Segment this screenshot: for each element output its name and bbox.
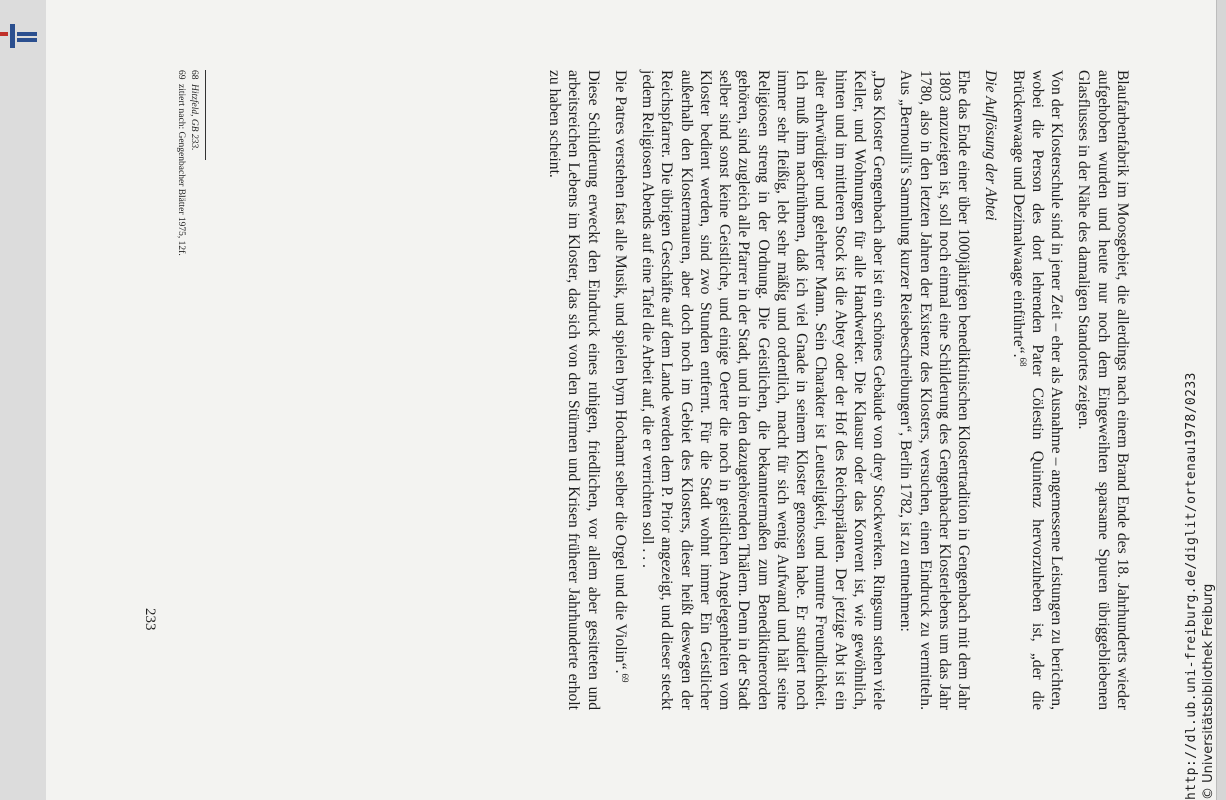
footnote-number: 68	[189, 70, 199, 80]
rotated-page-content	[46, 0, 1216, 800]
quote-paragraph-2-text: Die Patres verstehen fast alle Musik, und spielen bym Hochamt selber die Orgel und die Violin“.	[612, 70, 629, 674]
logo-horizontal-bar-2	[17, 38, 37, 42]
watermark-url[interactable]: http://dl.ub.uni-freiburg.de/diglit/ortenau1978/0233	[1184, 372, 1199, 800]
paragraph-klosterschule-text: Von der Klosterschule sind in jener Zeit – eher als Ausnahme – angemessene Leistungen zu berichten, wobei die Person des dort lehrenden Pater Cölestin Quintenz hervorzuheben ist, „der die Brückenwaage und Dezimalwaage einführte“.	[1009, 70, 1066, 710]
paragraph-blaufarbenfabrik: Blaufarbenfabrik im Moosgebiet, die allerdings nach einem Brand Ende des 18. Jahrhunderts wieder aufgehoben wurden und heute nur noch dem Eingeweihten sparsame Spuren übriggebliebenen Glasflusses in der Nähe des damaligen Standortes zeigen.	[1075, 70, 1131, 710]
page-number: 233	[142, 608, 158, 631]
watermark	[1184, 0, 1224, 800]
footnote-ref-69[interactable]: 69	[620, 673, 630, 683]
footnote-text: zitiert nach: Gengenbacher Blätter 1975, 12f.	[176, 84, 187, 256]
paragraph-closing: Diese Schilderung erweckt den Eindruck eines ruhigen, friedlichen, vor allem aber gesitteten und arbeitsreichen Lebens im Kloster, das sich von den Stürmen und Krisen früherer Jahrhunderte erholt zu haben scheint.	[546, 70, 602, 710]
footnote-text: Hitzfeld, GB 233.	[189, 84, 199, 151]
watermark-copyright: © Universitätsbibliothek Freiburg	[1201, 583, 1216, 800]
viewer-sidebar	[0, 0, 46, 800]
quote-paragraph: „Das Kloster Gengenbach aber ist ein schönes Gebäude von drey Stockwerken. Ringsum stehen viele Keller, und Wohnungen für alle Handwerker. Die Klausur oder das Konvent ist, wie gewöhnlich, hinten und im mittleren Stock ist die Abtey oder der Hof des Reichsprälaten. Der jetzige Abt ist ein alter ehrwürdiger und gelehrter Mann. Sein Charakter ist Leutseligkeit, und muntre Freundlichkeit. Ich muß ihm nachrühmen, daß ich viel Gnade in seinem Kloster genossen habe. Er studiert noch immer sehr fleißig, lebt sehr mäßig und ordentlich, macht für sich wenig Aufwand und hält seine Religiosen streng in der Ordnung. Die Geistlichen, die bekanntermaßen zum Benediktinerorden gehören, sind zugleich alle Pfarrer in der Stadt, und in den dazugehörenden Thälern. Denn in der Stadt selber sind sonst keine Geistliche, und einige Oerter die noch in geistlichen Angelegenheiten vom Kloster bedient werden, sind zwo Stunden entfernt. Für die Stadt wohnt immer Ein Geistlicher außerhalb den Klostermauren, aber doch noch im Gebiet des Klosters, dieser heißt deswegen der Reichspfarrer. Die übrigen Geschäfte auf dem Lande werden dem P. Prior angezeigt, und dieser steckt jedem Religiosen Abends auf eine Tafel die Arbeit auf, die er verrichten soll . . .	[639, 70, 888, 710]
scanned-page	[46, 0, 1217, 800]
logo-horizontal-bar	[17, 32, 37, 36]
paragraph-klosterschule	[1009, 70, 1067, 710]
paragraph-intro: Ehe das Ende einer über 1000jährigen benediktinischen Klostertradition in Gengenbach mit dem Jahr 1803 anzuzeigen ist, soll noch einmal eine Schilderung des Gengenbacher Klosterlebens um das Jahr 1780, also in den letzten Jahren der Existenz des Klosters, versuchen, einen Eindruck zu vermitteln. Aus „Bernoulli's Sammlung kurzer Reisebeschreibungen“, Berlin 1782, ist zu entnehmen:	[897, 70, 973, 710]
ub-freiburg-logo-icon[interactable]	[0, 24, 40, 48]
logo-vertical-bar	[10, 24, 15, 48]
footnote-ref-68[interactable]: 68	[1017, 357, 1028, 367]
logo-red-bar	[0, 32, 8, 36]
quote-paragraph-2	[611, 70, 630, 710]
watermark-strip	[1180, 0, 1226, 800]
page-body	[537, 70, 1132, 710]
footnote-68	[187, 70, 200, 710]
footnote-69	[174, 70, 187, 710]
footnotes	[174, 70, 200, 710]
footnote-divider	[205, 70, 206, 160]
section-heading: Die Auflösung der Abtei	[982, 70, 1000, 221]
footnote-number: 69	[176, 70, 187, 80]
